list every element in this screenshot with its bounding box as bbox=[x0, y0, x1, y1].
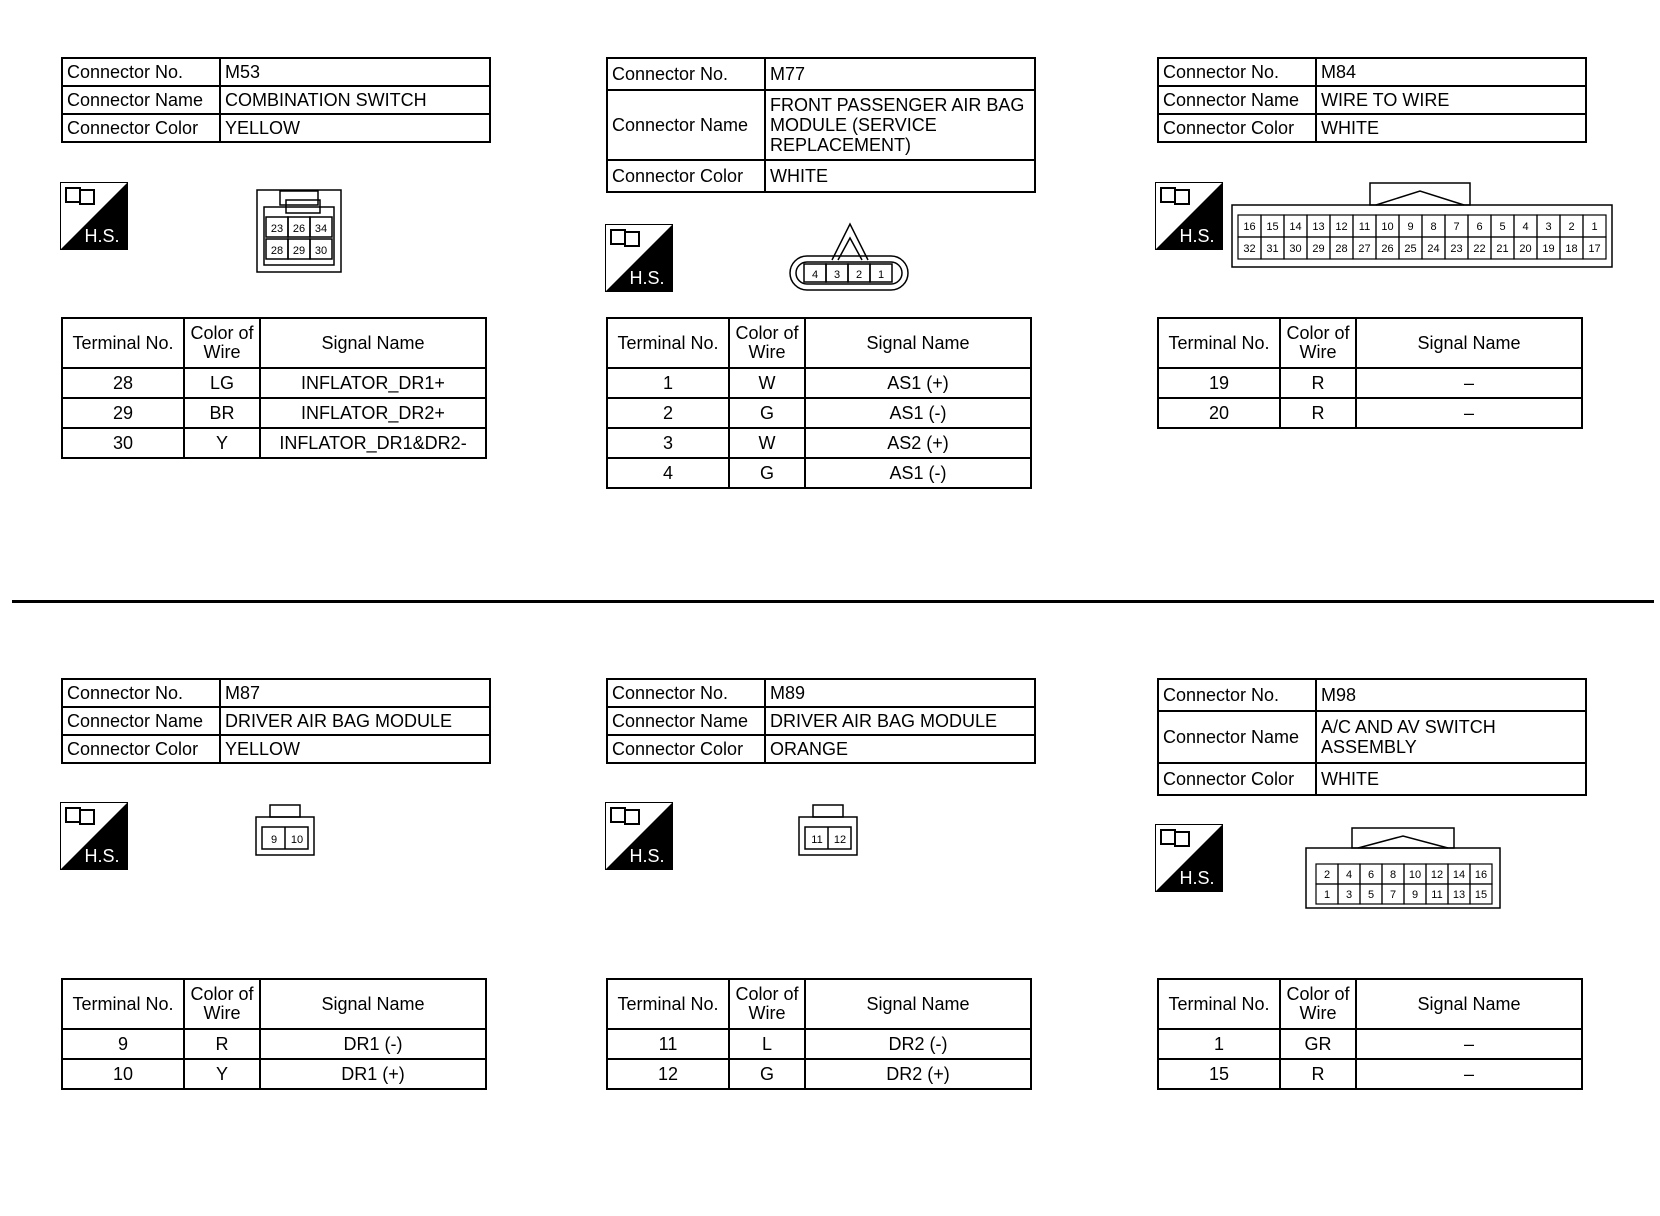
pin-label: 23 bbox=[270, 223, 284, 235]
pin-label: 3 bbox=[833, 269, 841, 281]
color-of-wire-header-line1: Color of bbox=[735, 323, 799, 343]
color-of-wire-header-line2: Wire bbox=[748, 342, 786, 362]
pin-label: 24 bbox=[1427, 243, 1440, 255]
connector-name-value: DRIVER AIR BAG MODULE bbox=[765, 707, 1035, 735]
pin-label: 6 bbox=[1476, 221, 1483, 233]
pin-label: 34 bbox=[314, 223, 328, 235]
wire-color-cell: R bbox=[1280, 368, 1356, 398]
color-of-wire-header-line2: Wire bbox=[1299, 342, 1337, 362]
connector-name-label: Connector Name bbox=[607, 90, 765, 160]
pin-label: 29 bbox=[1312, 243, 1325, 255]
pin-label: 16 bbox=[1474, 869, 1488, 881]
pin-label: 30 bbox=[1289, 243, 1302, 255]
connector-no-value: M53 bbox=[220, 58, 490, 86]
connector-name-label: Connector Name bbox=[1158, 86, 1316, 114]
pin-label: 7 bbox=[1453, 221, 1460, 233]
wire-color-cell: W bbox=[729, 368, 805, 398]
pin-label: 25 bbox=[1404, 243, 1417, 255]
connector-color-label: Connector Color bbox=[1158, 114, 1316, 142]
pin-label: 2 bbox=[1568, 221, 1575, 233]
pin-label: 9 bbox=[1407, 221, 1414, 233]
pin-label: 28 bbox=[1335, 243, 1348, 255]
terminal-no-header: Terminal No. bbox=[62, 979, 184, 1029]
terminal-table bbox=[1157, 978, 1583, 1090]
pin-label: 12 bbox=[1335, 221, 1348, 233]
pin-label: 10 bbox=[290, 834, 304, 846]
signal-cell: AS2 (+) bbox=[805, 428, 1031, 458]
terminal-no-header: Terminal No. bbox=[607, 318, 729, 368]
table-row bbox=[607, 1029, 1031, 1059]
connector-face-m89 bbox=[797, 803, 859, 857]
pin-label: 1 bbox=[1323, 889, 1331, 901]
pin-label: 13 bbox=[1452, 889, 1466, 901]
connector-color-label: Connector Color bbox=[62, 114, 220, 142]
connector-name-value: DRIVER AIR BAG MODULE bbox=[220, 707, 490, 735]
connector-no-value: M89 bbox=[765, 679, 1035, 707]
connector-no-value: M98 bbox=[1316, 679, 1586, 711]
pin-label: 11 bbox=[811, 834, 823, 846]
table-row bbox=[62, 1059, 486, 1089]
signal-cell: – bbox=[1356, 1029, 1582, 1059]
table-row bbox=[62, 1029, 486, 1059]
color-of-wire-header-line1: Color of bbox=[190, 323, 254, 343]
signal-cell: DR2 (+) bbox=[805, 1059, 1031, 1089]
pin-label: 6 bbox=[1367, 869, 1375, 881]
pin-label: 30 bbox=[314, 245, 328, 257]
table-row bbox=[62, 428, 486, 458]
harness-side-icon bbox=[605, 224, 673, 292]
connector-name-value: WIRE TO WIRE bbox=[1316, 86, 1586, 114]
section-divider bbox=[12, 600, 1654, 603]
hs-label: H.S. bbox=[629, 268, 665, 288]
connector-color-label: Connector Color bbox=[607, 160, 765, 192]
connector-face-m98 bbox=[1304, 826, 1502, 910]
pin-label: 9 bbox=[270, 834, 278, 846]
color-of-wire-header-line2: Wire bbox=[1299, 1003, 1337, 1023]
color-of-wire-header bbox=[1280, 318, 1356, 368]
connector-no-label: Connector No. bbox=[1158, 679, 1316, 711]
table-row bbox=[607, 428, 1031, 458]
wire-color-cell: G bbox=[729, 398, 805, 428]
pin-label: 26 bbox=[1381, 243, 1394, 255]
connector-color-value: YELLOW bbox=[220, 735, 490, 763]
connector-color-label: Connector Color bbox=[62, 735, 220, 763]
signal-name-header: Signal Name bbox=[260, 318, 486, 368]
harness-side-icon bbox=[605, 802, 673, 870]
hs-label: H.S. bbox=[629, 846, 665, 866]
pin-label: 18 bbox=[1565, 243, 1578, 255]
pin-label: 15 bbox=[1266, 221, 1279, 233]
connector-no-value: M77 bbox=[765, 58, 1035, 90]
terminal-cell: 20 bbox=[1158, 398, 1280, 428]
pin-label: 8 bbox=[1430, 221, 1437, 233]
terminal-cell: 12 bbox=[607, 1059, 729, 1089]
pin-label: 5 bbox=[1499, 221, 1506, 233]
signal-cell: – bbox=[1356, 368, 1582, 398]
wire-color-cell: G bbox=[729, 458, 805, 488]
connector-face-m77 bbox=[788, 222, 912, 292]
connector-info-table bbox=[606, 678, 1036, 764]
terminal-cell: 3 bbox=[607, 428, 729, 458]
pin-label: 11 bbox=[1431, 889, 1443, 901]
harness-side-icon bbox=[1155, 824, 1223, 892]
terminal-cell: 28 bbox=[62, 368, 184, 398]
pin-label: 4 bbox=[811, 269, 819, 281]
wire-color-cell: Y bbox=[184, 428, 260, 458]
signal-name-header: Signal Name bbox=[805, 318, 1031, 368]
connector-color-label: Connector Color bbox=[607, 735, 765, 763]
pin-grid bbox=[1238, 215, 1606, 259]
terminal-cell: 9 bbox=[62, 1029, 184, 1059]
wire-color-cell: R bbox=[1280, 1059, 1356, 1089]
connector-no-value: M84 bbox=[1316, 58, 1586, 86]
pin-label: 12 bbox=[833, 834, 847, 846]
signal-cell: INFLATOR_DR1+ bbox=[260, 368, 486, 398]
table-row bbox=[1158, 1059, 1582, 1089]
pin-label: 1 bbox=[1591, 221, 1598, 233]
terminal-table bbox=[606, 978, 1032, 1090]
wire-color-cell: GR bbox=[1280, 1029, 1356, 1059]
pin-label: 8 bbox=[1389, 869, 1397, 881]
connector-name-label: Connector Name bbox=[1158, 711, 1316, 763]
pin-label: 26 bbox=[292, 223, 306, 235]
pin-label: 22 bbox=[1473, 243, 1486, 255]
pin-label: 14 bbox=[1452, 869, 1466, 881]
signal-name-header: Signal Name bbox=[260, 979, 486, 1029]
color-of-wire-header bbox=[184, 318, 260, 368]
signal-cell: AS1 (-) bbox=[805, 458, 1031, 488]
signal-cell: DR1 (+) bbox=[260, 1059, 486, 1089]
connector-color-value: WHITE bbox=[1316, 114, 1586, 142]
color-of-wire-header bbox=[729, 979, 805, 1029]
connector-no-value: M87 bbox=[220, 679, 490, 707]
pin-label: 3 bbox=[1345, 889, 1353, 901]
pin-label: 17 bbox=[1588, 243, 1601, 255]
pin-label: 10 bbox=[1408, 869, 1422, 881]
signal-cell: AS1 (-) bbox=[805, 398, 1031, 428]
connector-info-table bbox=[606, 57, 1036, 193]
wire-color-cell: BR bbox=[184, 398, 260, 428]
terminal-table bbox=[606, 317, 1032, 489]
connector-color-value: YELLOW bbox=[220, 114, 490, 142]
terminal-table bbox=[61, 978, 487, 1090]
pin-label: 20 bbox=[1519, 243, 1532, 255]
table-row bbox=[62, 398, 486, 428]
harness-side-icon bbox=[60, 182, 128, 250]
table-row bbox=[607, 458, 1031, 488]
connector-no-label: Connector No. bbox=[62, 679, 220, 707]
color-of-wire-header-line1: Color of bbox=[735, 984, 799, 1004]
pin-label: 16 bbox=[1243, 221, 1256, 233]
pin-label: 12 bbox=[1430, 869, 1444, 881]
wire-color-cell: L bbox=[729, 1029, 805, 1059]
pin-label: 7 bbox=[1389, 889, 1397, 901]
hs-label: H.S. bbox=[1179, 226, 1215, 246]
connector-info-table bbox=[61, 678, 491, 764]
harness-side-icon bbox=[1155, 182, 1223, 250]
pin-label: 29 bbox=[292, 245, 306, 257]
connector-no-label: Connector No. bbox=[1158, 58, 1316, 86]
pin-label: 4 bbox=[1345, 869, 1353, 881]
pin-label: 9 bbox=[1411, 889, 1419, 901]
table-row bbox=[607, 368, 1031, 398]
terminal-table bbox=[61, 317, 487, 459]
pin-label: 19 bbox=[1542, 243, 1555, 255]
color-of-wire-header-line2: Wire bbox=[203, 1003, 241, 1023]
pin-label: 5 bbox=[1367, 889, 1375, 901]
signal-cell: DR2 (-) bbox=[805, 1029, 1031, 1059]
connector-info-table bbox=[1157, 57, 1587, 143]
color-of-wire-header-line1: Color of bbox=[1286, 984, 1350, 1004]
pin-label: 31 bbox=[1266, 243, 1279, 255]
terminal-cell: 15 bbox=[1158, 1059, 1280, 1089]
terminal-cell: 2 bbox=[607, 398, 729, 428]
pin-label: 2 bbox=[1323, 869, 1331, 881]
pin-label: 21 bbox=[1496, 243, 1509, 255]
connector-no-label: Connector No. bbox=[62, 58, 220, 86]
connector-face-m84 bbox=[1230, 181, 1614, 269]
signal-cell: AS1 (+) bbox=[805, 368, 1031, 398]
hs-label: H.S. bbox=[1179, 868, 1215, 888]
color-of-wire-header-line1: Color of bbox=[1286, 323, 1350, 343]
pin-label: 10 bbox=[1381, 221, 1394, 233]
connector-name-label: Connector Name bbox=[62, 86, 220, 114]
terminal-cell: 10 bbox=[62, 1059, 184, 1089]
table-row bbox=[1158, 368, 1582, 398]
hs-label: H.S. bbox=[84, 846, 120, 866]
connector-info-table bbox=[1157, 678, 1587, 796]
connector-name-label: Connector Name bbox=[62, 707, 220, 735]
pin-label: 1 bbox=[877, 269, 885, 281]
wire-color-cell: R bbox=[1280, 398, 1356, 428]
connector-name-value: FRONT PASSENGER AIR BAG MODULE (SERVICE REPLACEMENT) bbox=[765, 90, 1035, 160]
connector-name-value: COMBINATION SWITCH bbox=[220, 86, 490, 114]
signal-cell: INFLATOR_DR2+ bbox=[260, 398, 486, 428]
terminal-cell: 29 bbox=[62, 398, 184, 428]
color-of-wire-header bbox=[184, 979, 260, 1029]
table-row bbox=[607, 1059, 1031, 1089]
terminal-no-header: Terminal No. bbox=[62, 318, 184, 368]
terminal-cell: 1 bbox=[607, 368, 729, 398]
wire-color-cell: R bbox=[184, 1029, 260, 1059]
pin-label: 4 bbox=[1522, 221, 1529, 233]
connector-name-value: A/C AND AV SWITCH ASSEMBLY bbox=[1316, 711, 1586, 763]
color-of-wire-header-line2: Wire bbox=[203, 342, 241, 362]
signal-name-header: Signal Name bbox=[1356, 318, 1582, 368]
wire-color-cell: Y bbox=[184, 1059, 260, 1089]
color-of-wire-header-line2: Wire bbox=[748, 1003, 786, 1023]
pin-label: 27 bbox=[1358, 243, 1371, 255]
terminal-cell: 19 bbox=[1158, 368, 1280, 398]
signal-cell: INFLATOR_DR1&DR2- bbox=[260, 428, 486, 458]
table-row bbox=[1158, 398, 1582, 428]
connector-info-table bbox=[61, 57, 491, 143]
connector-no-label: Connector No. bbox=[607, 58, 765, 90]
terminal-cell: 11 bbox=[607, 1029, 729, 1059]
signal-cell: – bbox=[1356, 398, 1582, 428]
pin-label: 14 bbox=[1289, 221, 1302, 233]
terminal-cell: 1 bbox=[1158, 1029, 1280, 1059]
terminal-cell: 30 bbox=[62, 428, 184, 458]
terminal-cell: 4 bbox=[607, 458, 729, 488]
signal-cell: DR1 (-) bbox=[260, 1029, 486, 1059]
table-row bbox=[62, 368, 486, 398]
wire-color-cell: LG bbox=[184, 368, 260, 398]
pin-label: 11 bbox=[1358, 221, 1371, 233]
pin-label: 2 bbox=[855, 269, 863, 281]
wire-color-cell: G bbox=[729, 1059, 805, 1089]
terminal-no-header: Terminal No. bbox=[607, 979, 729, 1029]
pin-label: 13 bbox=[1312, 221, 1325, 233]
signal-name-header: Signal Name bbox=[1356, 979, 1582, 1029]
signal-name-header: Signal Name bbox=[805, 979, 1031, 1029]
harness-side-icon bbox=[60, 802, 128, 870]
connector-color-label: Connector Color bbox=[1158, 763, 1316, 795]
pin-label: 15 bbox=[1474, 889, 1488, 901]
color-of-wire-header bbox=[729, 318, 805, 368]
connector-face-m53 bbox=[256, 189, 342, 273]
pin-grid bbox=[1316, 864, 1492, 904]
terminal-no-header: Terminal No. bbox=[1158, 318, 1280, 368]
color-of-wire-header bbox=[1280, 979, 1356, 1029]
connector-color-value: WHITE bbox=[765, 160, 1035, 192]
pin-label: 3 bbox=[1545, 221, 1552, 233]
connector-color-value: ORANGE bbox=[765, 735, 1035, 763]
hs-label: H.S. bbox=[84, 226, 120, 246]
connector-name-label: Connector Name bbox=[607, 707, 765, 735]
wire-color-cell: W bbox=[729, 428, 805, 458]
pin-label: 28 bbox=[270, 245, 284, 257]
table-row bbox=[1158, 1029, 1582, 1059]
pin-label: 32 bbox=[1243, 243, 1256, 255]
terminal-table bbox=[1157, 317, 1583, 429]
terminal-no-header: Terminal No. bbox=[1158, 979, 1280, 1029]
table-row bbox=[607, 398, 1031, 428]
color-of-wire-header-line1: Color of bbox=[190, 984, 254, 1004]
connector-face-m87 bbox=[254, 803, 316, 857]
connector-color-value: WHITE bbox=[1316, 763, 1586, 795]
connector-no-label: Connector No. bbox=[607, 679, 765, 707]
pin-label: 23 bbox=[1450, 243, 1463, 255]
signal-cell: – bbox=[1356, 1059, 1582, 1089]
